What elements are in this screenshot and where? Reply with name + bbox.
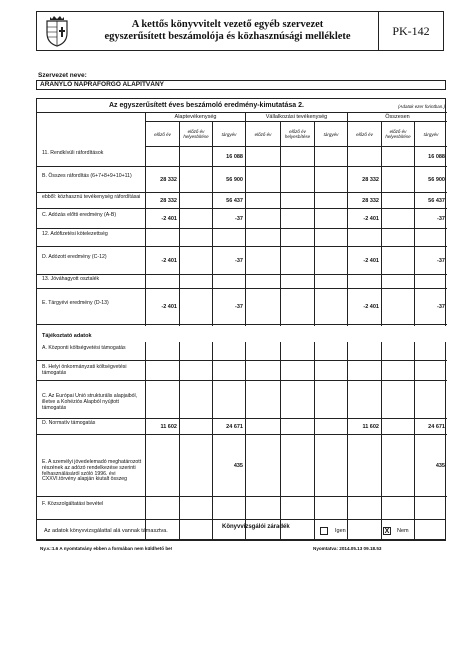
- row-label: A. Központi költségvetési támogatás: [42, 345, 126, 351]
- value-cell[interactable]: 11 602: [362, 424, 379, 430]
- yes-checkbox[interactable]: [320, 527, 328, 535]
- audit-clause-box: [36, 519, 446, 541]
- version-note: Ny.v.:1.6 A nyomtatvány ebben a formában nem küldhető be!: [40, 546, 173, 551]
- table-row: [37, 435, 447, 497]
- subcolumn-header: előző év helyesbítése: [179, 122, 212, 147]
- row-label: 12. Adófizetési kötelezettség: [42, 231, 108, 237]
- column-divider: [179, 147, 180, 539]
- column-divider: [145, 147, 146, 539]
- table-row: [37, 147, 447, 167]
- row-label: B. Összes ráfordítás (6+7+8+9+10+11): [42, 173, 132, 179]
- row-label: 13. Jóváhagyott osztalék: [42, 276, 100, 282]
- table-row: [37, 209, 447, 229]
- table-row: [37, 289, 447, 325]
- row-label: E. A személyi jövedelemadó meghatározott részének az adózó rendelkezése szerinti felhasználásáról szóló 1996. évi CXXVI.törvény alapján kiutalt összeg: [42, 459, 142, 483]
- table-row: [37, 343, 447, 361]
- column-divider: [314, 147, 315, 539]
- column-divider: [212, 147, 213, 539]
- value-cell[interactable]: 16 088: [226, 154, 243, 160]
- value-cell[interactable]: -2 401: [161, 258, 177, 264]
- value-cell[interactable]: 28 332: [160, 198, 177, 204]
- value-cell[interactable]: 16 088: [428, 154, 445, 160]
- income-statement-table: [36, 98, 446, 540]
- table-row: [37, 419, 447, 435]
- unit-note: (Adatok ezer forintban.): [397, 104, 445, 109]
- row-label: ebből: közhasznú tevékenység ráfordításai: [42, 194, 141, 200]
- value-cell[interactable]: -2 401: [363, 258, 379, 264]
- value-cell[interactable]: -37: [235, 258, 243, 264]
- value-cell[interactable]: 435: [233, 463, 243, 469]
- value-cell[interactable]: 435: [435, 463, 445, 469]
- value-cell[interactable]: 56 900: [226, 177, 243, 183]
- row-label: B. Helyi önkormányzati költségvetési támogatás: [42, 364, 127, 376]
- column-divider: [347, 147, 348, 539]
- value-cell[interactable]: -2 401: [363, 216, 379, 222]
- group-header: Vállalkozási tevékenység: [245, 113, 347, 122]
- subcolumn-header: előző év: [245, 122, 280, 147]
- row-label: C. Az Európai Unió strukturális alapjaiból, illetve a Kohéziós Alapból nyújtott támogatás: [42, 393, 138, 411]
- table-row: [37, 167, 447, 193]
- value-cell[interactable]: -37: [437, 304, 445, 310]
- subcolumn-header: előző év: [145, 122, 179, 147]
- value-cell[interactable]: 56 900: [428, 177, 445, 183]
- value-cell[interactable]: -2 401: [363, 304, 379, 310]
- section-band: [38, 326, 446, 342]
- table-row: [37, 361, 447, 381]
- form-header: [36, 11, 444, 51]
- column-divider: [414, 147, 415, 539]
- table-row: [37, 381, 447, 419]
- value-cell[interactable]: -37: [437, 258, 445, 264]
- value-cell[interactable]: -2 401: [161, 216, 177, 222]
- no-checkbox[interactable]: X: [384, 528, 390, 535]
- value-cell[interactable]: 56 437: [226, 198, 243, 204]
- subcolumn-header: előző év helyesbítése: [381, 122, 414, 147]
- yes-label: Igen: [335, 528, 346, 534]
- value-cell[interactable]: 24 671: [226, 424, 243, 430]
- organization-label: Szervezet neve:: [38, 72, 87, 79]
- value-cell[interactable]: 24 671: [428, 424, 445, 430]
- subcolumn-header: tárgyév: [314, 122, 347, 147]
- table-row: [37, 497, 447, 519]
- table-row: [37, 229, 447, 247]
- audit-title: Könyvvizsgálói záradék: [222, 524, 290, 530]
- value-cell[interactable]: -37: [235, 216, 243, 222]
- column-divider: [280, 147, 281, 539]
- no-label: Nem: [397, 528, 409, 534]
- table-row: [37, 247, 447, 275]
- value-cell[interactable]: 56 437: [428, 198, 445, 204]
- group-header: Összesen: [347, 113, 447, 122]
- row-label: D. Adózott eredmény (C-12): [42, 254, 107, 260]
- row-label: E. Tárgyévi eredmény (D-13): [42, 300, 109, 306]
- value-cell[interactable]: 28 332: [362, 198, 379, 204]
- organization-name-field: ARANYLÓ NAPRAFORGÓ ALAPÍTVÁNY: [36, 80, 446, 90]
- column-divider: [245, 147, 246, 539]
- value-cell[interactable]: -2 401: [161, 304, 177, 310]
- subcolumn-header: tárgyév: [212, 122, 245, 147]
- info-section-title: Tájékoztató adatok: [42, 333, 92, 339]
- value-cell[interactable]: 28 332: [362, 177, 379, 183]
- audit-statement: Az adatok könyvvizsgálattal alá vannak támasztva.: [44, 528, 168, 534]
- row-label: F. Közszolgáltatási bevétel: [42, 501, 104, 507]
- value-cell[interactable]: 28 332: [160, 177, 177, 183]
- subcolumn-header: előző év: [347, 122, 381, 147]
- table-title: Az egyszerűsített éves beszámoló eredmény-kimutatása 2.: [109, 102, 304, 109]
- row-label: D. Normatív támogatás: [42, 420, 96, 426]
- print-timestamp: Nyomtatva: 2014.05.13 09.18.53: [313, 546, 382, 551]
- table-row: [37, 275, 447, 289]
- value-cell[interactable]: -37: [235, 304, 243, 310]
- table-row: [37, 193, 447, 209]
- form-title-line2: egyszerűsített beszámolója és közhasznúsági melléklete: [104, 31, 351, 42]
- form-code: PK-142: [392, 23, 430, 38]
- coat-of-arms-icon: [37, 12, 77, 50]
- table-title-bar: [37, 99, 447, 113]
- value-cell[interactable]: -37: [437, 216, 445, 222]
- value-cell[interactable]: 11 602: [160, 424, 177, 430]
- form-title-line1: A kettős könyvvitelt vezető egyéb szervezet: [131, 19, 324, 30]
- form-title: [77, 12, 379, 50]
- row-label: 11. Rendkívüli ráfordítások: [42, 150, 104, 156]
- column-divider: [381, 147, 382, 539]
- subcolumn-header: előző év helyesbítése: [280, 122, 314, 147]
- group-header: Alaptevékenység: [145, 113, 245, 122]
- subcolumn-header: tárgyév: [414, 122, 447, 147]
- row-label: C. Adózás előtti eredmény (A-B): [42, 212, 117, 218]
